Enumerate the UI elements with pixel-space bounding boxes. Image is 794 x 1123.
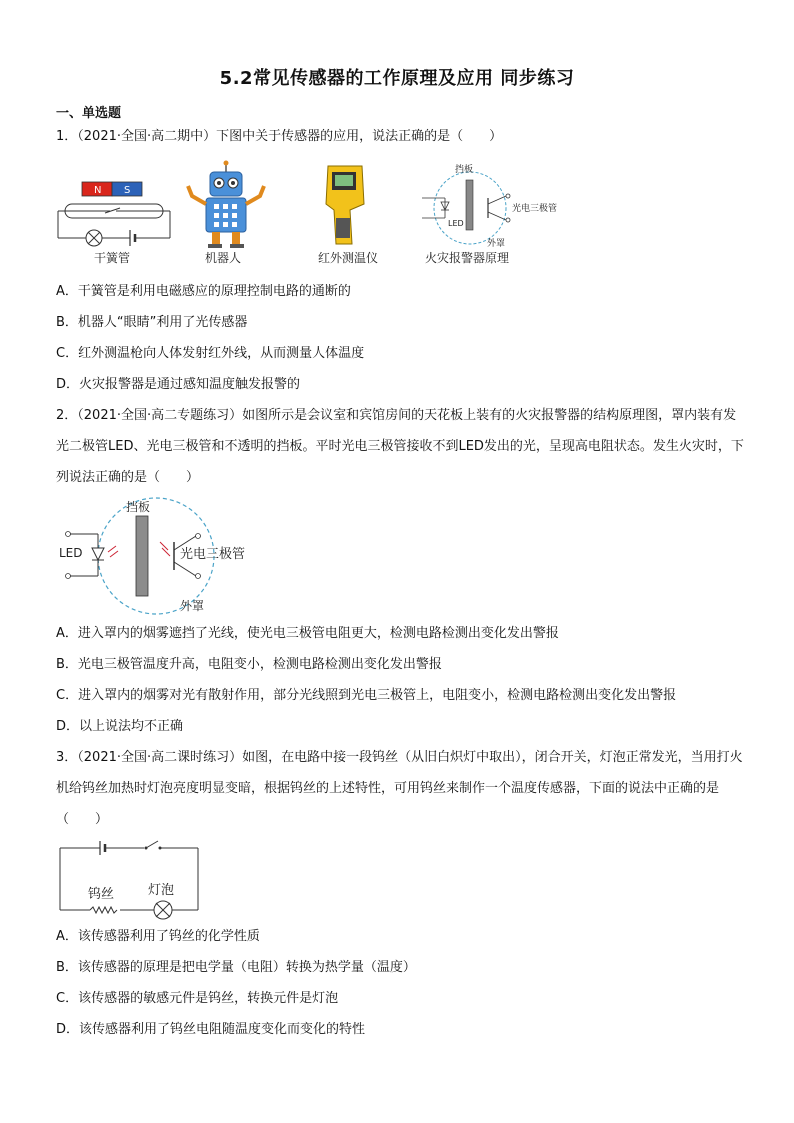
svg-text:光电三极管: 光电三极管	[512, 204, 558, 214]
question-3-option-c[interactable]: C．该传感器的敏感元件是钨丝，转换元件是灯泡	[56, 991, 339, 1006]
svg-text:N: N	[94, 185, 102, 196]
question-1-stem: 1．（2021·全国·高二期中）下图中关于传感器的应用，说法正确的是（ ）	[56, 129, 503, 144]
svg-text:LED: LED	[59, 546, 83, 560]
svg-text:光电三极管: 光电三极管	[180, 547, 246, 562]
svg-text:挡板: 挡板	[455, 165, 474, 175]
question-2-option-c[interactable]: C．进入罩内的烟雾对光有散射作用，部分光线照到光电三极管上，电阻变小，检测电路检测出变化发出警报	[56, 688, 677, 703]
svg-text:外罩: 外罩	[487, 239, 506, 249]
question-3-figure	[56, 836, 206, 924]
reed-switch-diagram	[58, 182, 170, 265]
svg-text:S: S	[124, 185, 131, 196]
robot-picture	[188, 161, 264, 266]
question-1-option-c[interactable]: C．红外测温枪向人体发射红外线，从而测量人体温度	[56, 346, 365, 361]
svg-text:挡板: 挡板	[126, 500, 151, 514]
svg-text:机器人: 机器人	[205, 251, 242, 265]
fire-alarm-small-diagram	[422, 163, 557, 265]
svg-text:LED: LED	[448, 219, 464, 228]
question-2-option-b[interactable]: B．光电三极管温度升高，电阻变小，检测电路检测出变化发出警报	[56, 657, 442, 672]
infrared-thermometer-picture	[318, 166, 378, 265]
question-3-stem: 3．（2021·全国·高二课时练习）如图，在电路中接一段钨丝（从旧白炽灯中取出），闭合开关，灯泡正常发光，当用打火机给钨丝加热时灯泡亮度明显变暗，根据钨丝的上述特性，可用钨丝来制作一个温度传感器，下面的说法中正确的是（ ）	[56, 750, 743, 827]
section-heading: 一、单选题	[56, 106, 122, 121]
question-2-option-a[interactable]: A．进入罩内的烟雾遮挡了光线，使光电三极管电阻更大，检测电路检测出变化发出警报	[56, 626, 559, 641]
svg-text:钨丝: 钨丝	[88, 887, 115, 902]
question-1-option-a[interactable]: A．干簧管是利用电磁感应的原理控制电路的通断的	[56, 284, 351, 299]
question-2-figure	[56, 494, 256, 620]
svg-text:灯泡: 灯泡	[148, 883, 175, 898]
svg-text:火灾报警器原理: 火灾报警器原理	[425, 251, 510, 265]
question-1-option-b[interactable]: B．机器人“眼睛”利用了光传感器	[56, 315, 248, 330]
question-3-option-a[interactable]: A．该传感器利用了钨丝的化学性质	[56, 929, 260, 944]
question-2-stem: 2．（2021·全国·高二专题练习）如图所示是会议室和宾馆房间的天花板上装有的火灾报警器的结构原理图，罩内装有发光二极管LED、光电三极管和不透明的挡板。平时光电三极管接收不到LED发出的光，呈现高电阻状态。发生火灾时，下列说法正确的是（ ）	[56, 408, 744, 485]
question-1-option-d[interactable]: D．火灾报警器是通过感知温度触发报警的	[56, 377, 301, 392]
svg-text:外罩: 外罩	[180, 599, 205, 613]
question-3-option-d[interactable]: D．该传感器利用了钨丝电阻随温度变化而变化的特性	[56, 1022, 366, 1037]
question-1-figure	[50, 158, 580, 274]
question-2-option-d[interactable]: D．以上说法均不正确	[56, 719, 184, 734]
page-title: 5.2常见传感器的工作原理及应用 同步练习	[219, 68, 575, 89]
svg-text:红外测温仪: 红外测温仪	[318, 251, 379, 265]
question-3-option-b[interactable]: B．该传感器的原理是把电学量（电阻）转换为热学量（温度）	[56, 960, 416, 975]
svg-text:干簧管: 干簧管	[94, 251, 131, 265]
